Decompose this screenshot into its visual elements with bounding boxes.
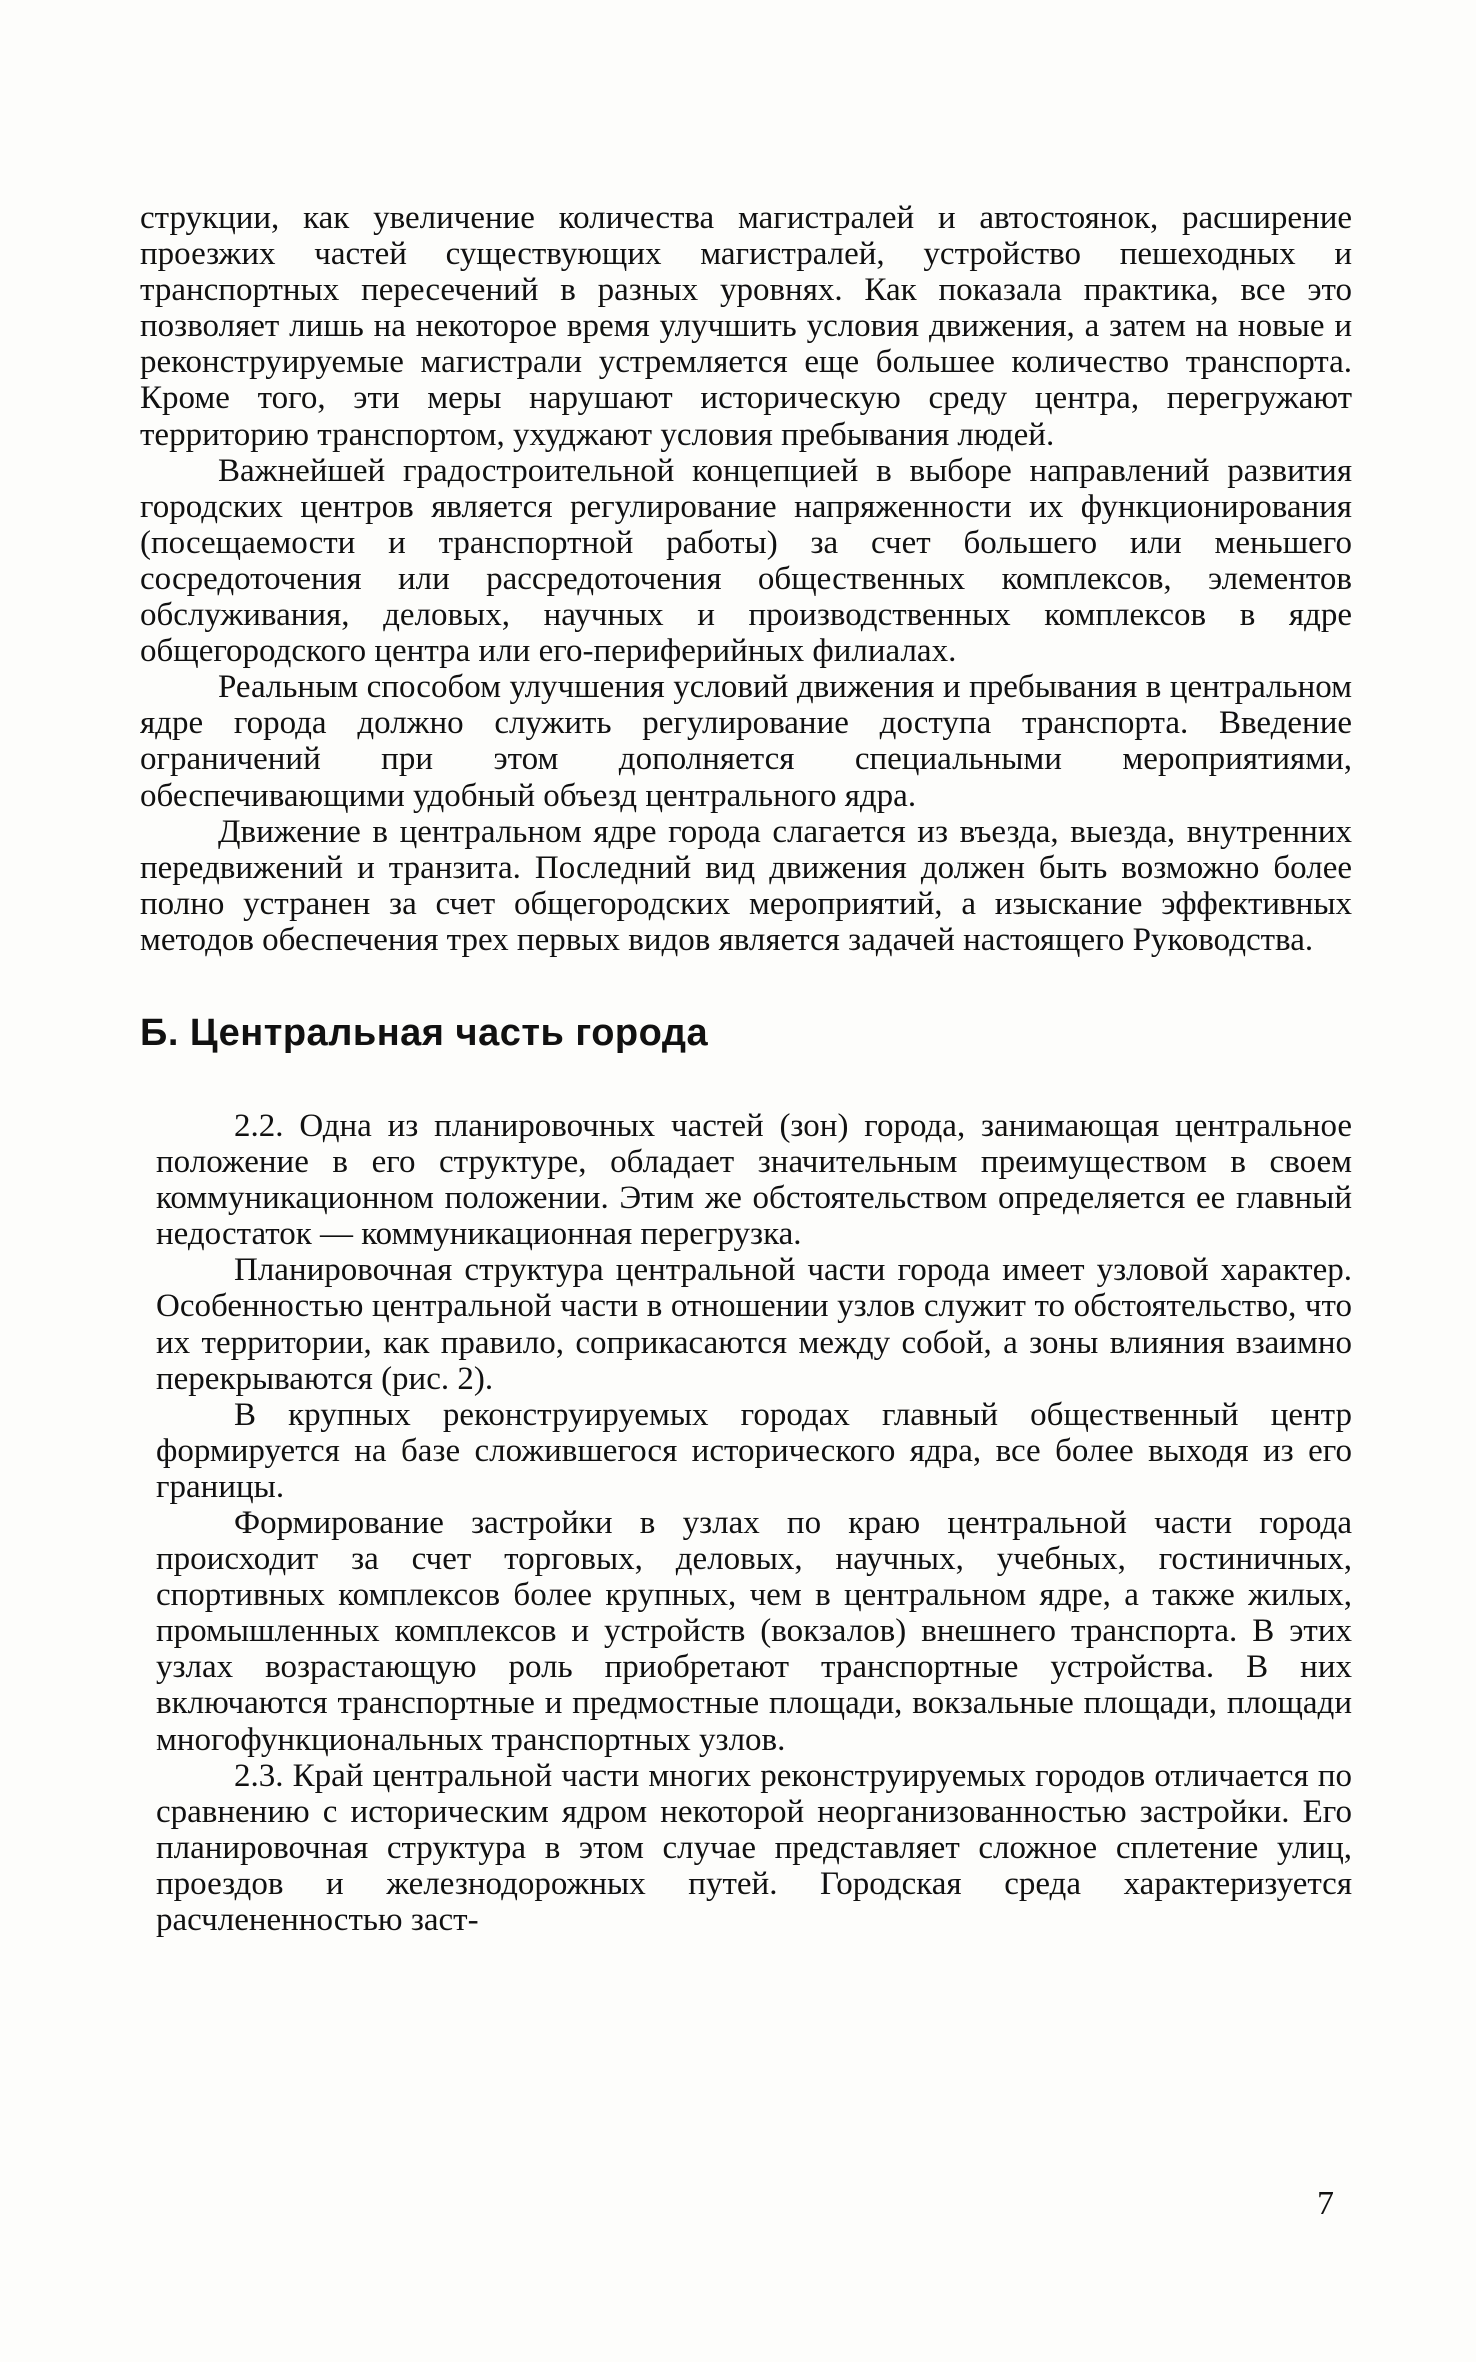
paragraph: Важнейшей градостроительной концепцией в выборе направлений развития городских центров является регулирование напряженности их функционирования (посещаемости и транспортной работы) за счет большего или меньшего сосредоточения или рассредоточения общественных комплексов, элементов обслуживания, деловых, научных и производственных комплексов в ядре общегородского центра или его-периферийных филиалах. — [140, 452, 1352, 670]
paragraph-continued: струкции, как увеличение количества магистралей и автостоянок, расширение проезжих частей существующих магистралей, устройство пешеходных и транспортных пересечений в разных уровнях. Как показала практика, все это позволяет лишь на некоторое время улучшить условия движения, а затем на новые и реконструируемые магистрали устремляется еще большее количество транспорта. Кроме того, эти меры нарушают историческую среду центра, перегружают территорию транспортом, ухуджают условия пребывания людей. — [140, 200, 1352, 453]
paragraph: 2.2. Одна из планировочных частей (зон) города, занимающая центральное положение в его структуре, обладает значительным преимуществом в своем коммуникационном положении. Этим же обстоятельством определяется ее главный недостаток — коммуникационная перегрузка. — [156, 1107, 1352, 1253]
text-column — [140, 200, 1352, 1938]
paragraph: В крупных реконструируемых городах главный общественный центр формируется на базе сложившегося исторического ядра, все более выходя из его границы. — [156, 1396, 1352, 1505]
page-number: 7 — [1317, 2185, 1334, 2222]
section-heading: Б. Центральная часть города — [140, 1011, 709, 1054]
paragraph: Формирование застройки в узлах по краю центральной части города происходит за счет торговых, деловых, научных, учебных, гостиничных, спортивных комплексов более крупных, чем в центральном ядре, а также жилых, промышленных комплексов и устройств (вокзалов) внешнего транспорта. В этих узлах возрастающую роль приобретают транспортные устройства. В них включаются транспортные и предмостные площади, вокзальные площади, площади многофункциональных транспортных узлов. — [156, 1505, 1352, 1758]
paragraph: Движение в центральном ядре города слагается из въезда, выезда, внутренних передвижений и транзита. Последний вид движения должен быть возможно более полно устранен за счет общегородских мероприятий, а изыскание эффективных методов обеспечения трех первых видов является задачей настоящего Руководства. — [140, 813, 1352, 958]
section-body — [140, 1108, 1352, 1938]
paragraph: 2.3. Край центральной части многих реконструируемых городов отличается по сравнению с историческим ядром некоторой неорганизованностью застройки. Его планировочная структура в этом случае представляет сложное сплетение улиц, проездов и железнодорожных путей. Городская среда характеризуется расчлененностью заст- — [156, 1757, 1352, 1939]
paragraph: Реальным способом улучшения условий движения и пребывания в центральном ядре города должно служить регулирование доступа транспорта. Введение ограничений при этом дополняется специальными мероприятиями, обеспечивающими удобный объезд центрального ядра. — [140, 669, 1352, 814]
paragraph: Планировочная структура центральной части города имеет узловой характер. Особенностью центральной части в отношении узлов служит то обстоятельство, что их территории, как правило, соприкасаются между собой, а зоны влияния взаимно перекрываются (рис. 2). — [156, 1252, 1352, 1397]
